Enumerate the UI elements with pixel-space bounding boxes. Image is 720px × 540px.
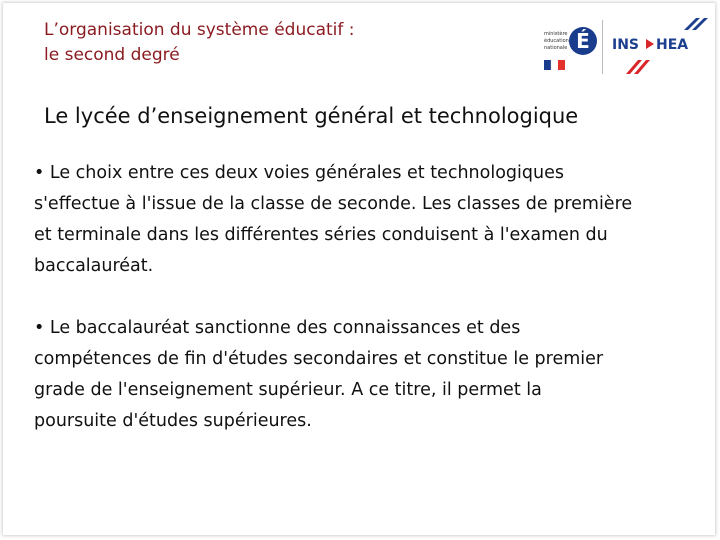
ministry-logo-line-3: nationale <box>544 45 568 51</box>
paragraph-2-line-4: poursuite d'études supérieures. <box>34 411 312 431</box>
ministry-logo-letter: É <box>576 29 590 53</box>
flag-red-band <box>558 60 565 70</box>
paragraph-2-line-1: • Le baccalauréat sanctionne des connaissances et des <box>34 318 521 338</box>
header-title-line-2: le second degré <box>44 45 180 65</box>
ministry-logo-line-1: ministère <box>544 31 568 37</box>
header-title-line-1: L’organisation du système éducatif : <box>44 20 355 40</box>
paragraph-2 <box>34 313 694 437</box>
section-title: Le lycée d’enseignement général et technologique <box>44 104 579 128</box>
paragraph-1-line-2: s'effectue à l'issue de la classe de seconde. Les classes de première <box>34 194 633 214</box>
flag-blue-band <box>544 60 551 70</box>
paragraph-1-line-1: • Le choix entre ces deux voies générales et technologiques <box>34 163 564 183</box>
paragraph-2-line-2: compétences de fin d'études secondaires et constitue le premier <box>34 349 604 369</box>
slide-header-title <box>44 18 464 68</box>
paragraph-1-line-4: baccalauréat. <box>34 256 154 276</box>
paragraph-1 <box>34 158 694 282</box>
paragraph-1-line-3: et terminale dans les différentes séries conduisent à l'examen du <box>34 225 608 245</box>
ministry-logo-line-2: éducation <box>544 38 569 44</box>
flag-white-band <box>551 60 558 70</box>
inshea-arrow-icon <box>646 39 654 49</box>
inshea-logo-right: HEA <box>656 37 689 53</box>
logo-divider <box>602 20 603 74</box>
inshea-logo-left: INS <box>612 37 640 53</box>
ministry-education-logo <box>540 16 604 76</box>
paragraph-2-line-3: grade de l'enseignement supérieur. A ce titre, il permet la <box>34 380 542 400</box>
inshea-logo <box>608 16 716 76</box>
logos-area <box>532 16 716 76</box>
